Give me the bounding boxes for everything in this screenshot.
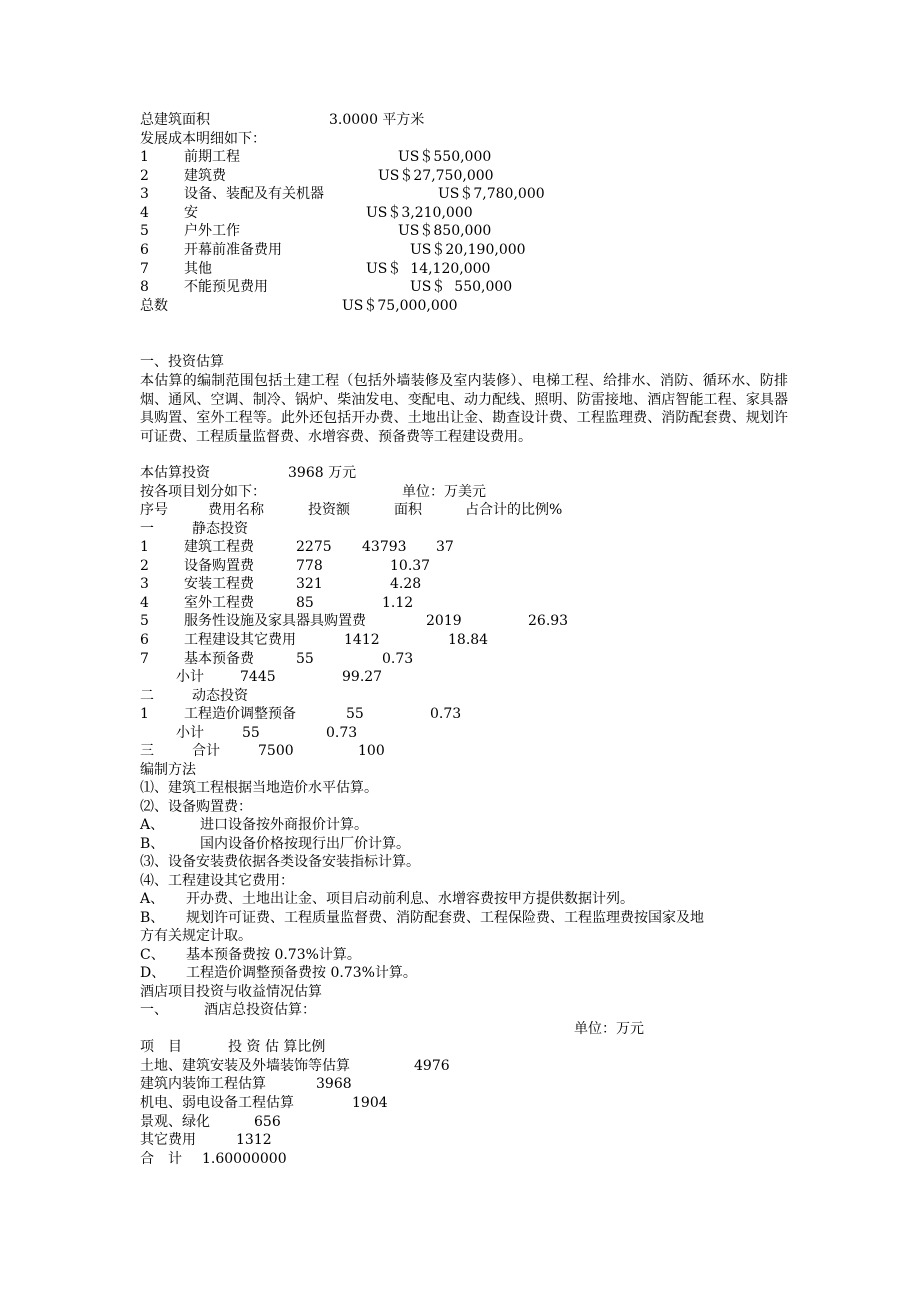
area-label: 总建筑面积	[140, 112, 210, 128]
row-amount: 1412	[344, 632, 380, 648]
row-no: 4	[140, 595, 149, 611]
row-amount: 55	[296, 651, 314, 667]
row-no: 7	[140, 651, 149, 667]
subitem-text: 工程造价调整预备费按 0.73%计算。	[186, 965, 417, 981]
column-header: 占合计的比例%	[465, 502, 563, 518]
hotel-row-name: 建筑内装饰工程估算	[140, 1076, 266, 1092]
cost-item-no: 5	[140, 223, 149, 239]
cost-item-name: 安	[184, 205, 198, 221]
area-value: 3.0000 平方米	[329, 112, 425, 128]
row-pct: 37	[436, 539, 454, 555]
row-name: 工程建设其它费用	[184, 632, 296, 648]
cost-item-name: 户外工作	[184, 223, 240, 239]
estimate-heading-text: 一、投资估算	[140, 354, 224, 370]
row-amount: 2019	[426, 613, 462, 629]
column-header: 投资额	[308, 502, 350, 518]
total-no: 三	[140, 743, 154, 759]
row-amount: 55	[346, 706, 364, 722]
invest-value: 3968 万元	[288, 465, 357, 481]
row-no: 2	[140, 558, 149, 574]
cost-item-name: 其他	[184, 261, 212, 277]
row-area: 43793	[362, 539, 407, 555]
cost-item-amount: US＄20,190,000	[410, 242, 526, 258]
hotel-row-value: 656	[254, 1114, 281, 1130]
hotel-row-value: 1312	[236, 1132, 272, 1148]
cost-item-amount: US＄27,750,000	[378, 168, 494, 184]
row-pct: 10.37	[390, 558, 431, 574]
row-pct: 0.73	[382, 651, 414, 667]
cost-item-name: 开幕前准备费用	[184, 242, 282, 258]
unit-label: 单位：万美元	[402, 484, 486, 500]
hotel-row-name: 土地、建筑安装及外墙装饰等估算	[140, 1058, 350, 1074]
cost-item-amount: US＄550,000	[398, 149, 492, 165]
row-pct: 18.84	[448, 632, 489, 648]
cost-item-amount: US＄7,780,000	[438, 186, 545, 202]
cost-total-amount: US＄75,000,000	[342, 298, 458, 314]
subitem-label: A、	[140, 891, 165, 907]
method-item-text: ⑴、建筑工程根据当地造价水平估算。	[140, 780, 378, 796]
hotel-row-name: 景观、绿化	[140, 1114, 210, 1130]
subitem-text: 基本预备费按 0.73%计算。	[186, 947, 361, 963]
hotel-total-value: 1.60000000	[202, 1151, 287, 1167]
cost-item-amount: US＄3,210,000	[366, 205, 473, 221]
hotel-row-name: 机电、弱电设备工程估算	[140, 1095, 294, 1111]
cost-item-no: 1	[140, 149, 149, 165]
hotel-row-value: 4976	[414, 1058, 450, 1074]
cost-item-amount: US＄ 14,120,000	[366, 261, 491, 277]
method-heading-text: 编制方法	[140, 762, 196, 778]
row-no: 6	[140, 632, 149, 648]
method-item-text: ⑶、设备安装费依据各类设备安装指标计算。	[140, 854, 420, 870]
hotel-row-value: 1904	[352, 1095, 388, 1111]
row-no: 3	[140, 576, 149, 592]
subitem-label: A、	[140, 817, 165, 833]
column-header: 面积	[394, 502, 422, 518]
estimate-paragraph: 本估算的编制范围包括土建工程（包括外墙装修及室内装修）、电梯工程、给排水、消防、循环水、防排烟、通风、空调、制冷、锅炉、柴油发电、变配电、动力配线、照明、防雷接地、酒店智能工程、家具器具购置、室外工程等。此外还包括开办费、土地出让金、勘查设计费、工程监理费、消防配套费、规划许可证费、工程质量监督费、水增容费、预备费等工程建设费用。	[140, 373, 788, 445]
cost-total-label: 总数	[140, 298, 168, 314]
subitem-label: C、	[140, 947, 165, 963]
row-amount: 2275	[296, 539, 332, 555]
method-item-text: ⑵、设备购置费：	[140, 799, 252, 815]
subitem-text: 进口设备按外商报价计算。	[200, 817, 368, 833]
cost-item-amount: US＄850,000	[398, 223, 492, 239]
row-pct: 0.73	[430, 706, 462, 722]
hotel-unit-label: 单位：万元	[574, 1021, 644, 1037]
group-name: 静态投资	[192, 521, 248, 537]
total-label: 合计	[192, 743, 220, 759]
cost-item-no: 4	[140, 205, 149, 221]
hotel-total-label: 合 计	[140, 1151, 182, 1167]
cost-item-name: 不能预见费用	[184, 279, 268, 295]
subtotal-pct: 99.27	[342, 669, 383, 685]
total-amount: 7500	[258, 743, 294, 759]
column-header: 投 资 估 算比例	[228, 1039, 326, 1055]
total-pct: 100	[358, 743, 385, 759]
subitem-label: B、	[140, 910, 165, 926]
hotel-row-name: 其它费用	[140, 1132, 196, 1148]
subtotal-label: 小计	[176, 725, 204, 741]
hotel-heading-text: 酒店项目投资与收益情况估算	[140, 984, 322, 1000]
row-no: 5	[140, 613, 149, 629]
cost-item-name: 建筑费	[184, 168, 226, 184]
method-item-text: ⑷、工程建设其它费用：	[140, 873, 294, 889]
subtotal-label: 小计	[176, 669, 204, 685]
cost-item-no: 2	[140, 168, 149, 184]
group-name: 动态投资	[192, 688, 248, 704]
cost-item-no: 6	[140, 242, 149, 258]
hotel-sub-no: 一、	[140, 1002, 168, 1018]
row-pct: 1.12	[382, 595, 414, 611]
subitem-text: 方有关规定计取。	[140, 928, 252, 944]
row-amount: 778	[296, 558, 323, 574]
cost-item-no: 7	[140, 261, 149, 277]
row-name: 基本预备费	[184, 651, 254, 667]
row-name: 建筑工程费	[184, 539, 254, 555]
subtotal-amount: 7445	[240, 669, 276, 685]
subitem-text: 国内设备价格按现行出厂价计算。	[200, 836, 410, 852]
row-pct: 4.28	[390, 576, 422, 592]
row-amount: 321	[296, 576, 323, 592]
cost-item-name: 前期工程	[184, 149, 240, 165]
column-header: 序号	[140, 502, 168, 518]
subitem-label: B、	[140, 836, 165, 852]
cost-item-no: 8	[140, 279, 149, 295]
row-name: 室外工程费	[184, 595, 254, 611]
detail-heading-text: 发展成本明细如下：	[140, 131, 266, 147]
row-name: 服务性设施及家具器具购置费	[184, 613, 366, 629]
subitem-label: D、	[140, 965, 166, 981]
column-header: 费用名称	[208, 502, 264, 518]
row-amount: 85	[296, 595, 314, 611]
cost-item-name: 设备、装配及有关机器	[184, 186, 324, 202]
group-no: 一	[140, 521, 154, 537]
row-name: 安装工程费	[184, 576, 254, 592]
row-name: 工程造价调整预备	[184, 706, 296, 722]
column-header: 项 目	[140, 1039, 182, 1055]
row-no: 1	[140, 706, 149, 722]
cost-item-no: 3	[140, 186, 149, 202]
row-pct: 26.93	[528, 613, 569, 629]
invest-label: 本估算投资	[140, 465, 210, 481]
cost-item-amount: US＄ 550,000	[410, 279, 513, 295]
subitem-text: 规划许可证费、工程质量监督费、消防配套费、工程保险费、工程监理费按国家及地	[186, 910, 704, 926]
subitem-text: 开办费、土地出让金、项目启动前利息、水增容费按甲方提供数据计列。	[186, 891, 634, 907]
division-label: 按各项目划分如下：	[140, 484, 266, 500]
row-no: 1	[140, 539, 149, 555]
hotel-sub-heading: 酒店总投资估算：	[204, 1002, 316, 1018]
group-no: 二	[140, 688, 154, 704]
hotel-row-value: 3968	[316, 1076, 352, 1092]
row-name: 设备购置费	[184, 558, 254, 574]
subtotal-pct: 0.73	[326, 725, 358, 741]
subtotal-amount: 55	[242, 725, 260, 741]
